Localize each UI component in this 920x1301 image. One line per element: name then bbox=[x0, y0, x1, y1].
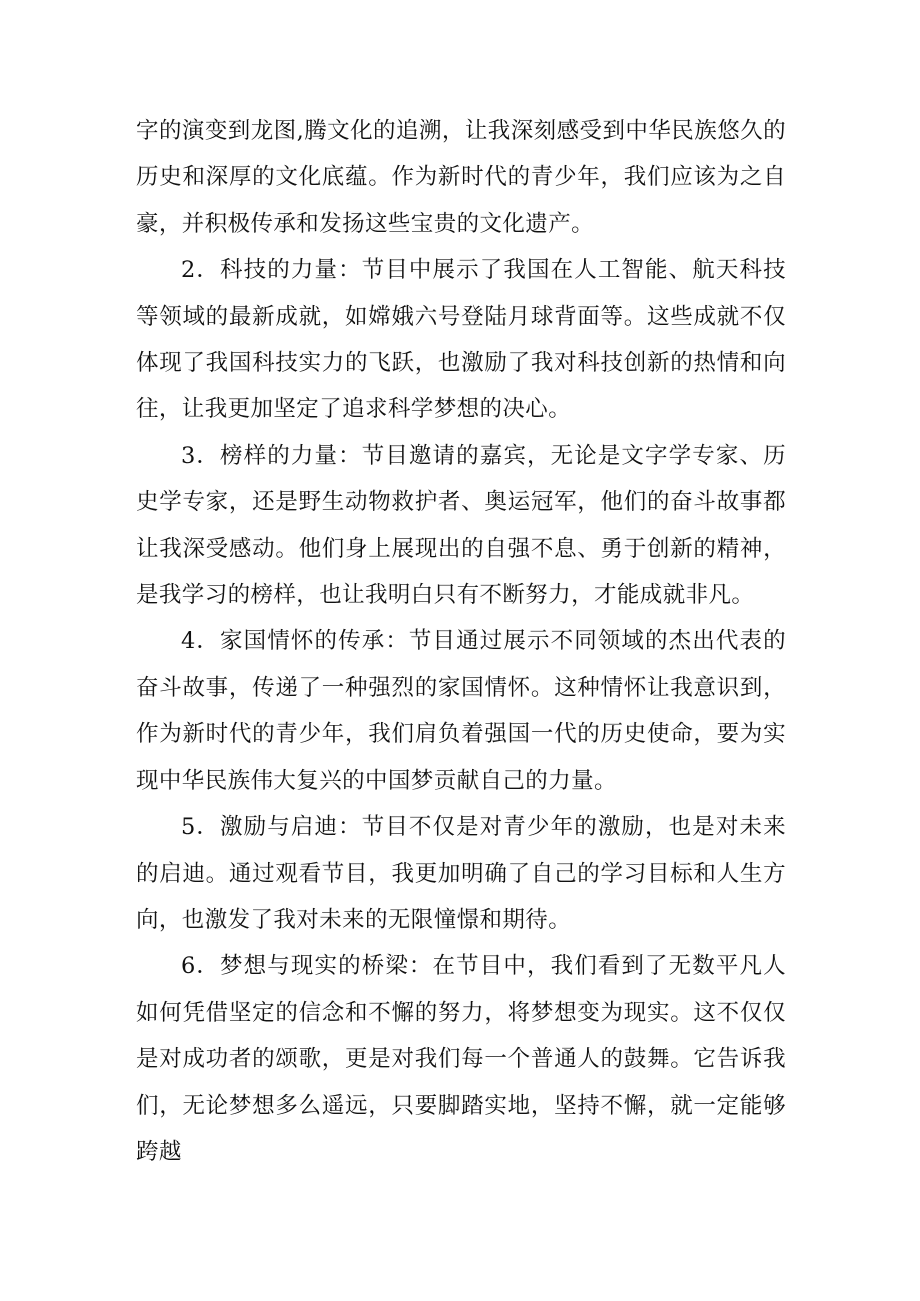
paragraph-inspiration: 5．激励与启迪：节目不仅是对青少年的激励，也是对未来的启迪。通过观看节目，我更加明确了自己的学习目标和人生方向，也激发了我对未来的无限憧憬和期待。 bbox=[136, 814, 786, 933]
paragraph-patriotism: 4．家国情怀的传承：节目通过展示不同领域的杰出代表的奋斗故事，传递了一种强烈的家国情怀。这种情怀让我意识到，作为新时代的青少年，我们肩负着强国一代的历史使命，要为实现中华民族伟大复兴的中国梦贡献自己的力量。 bbox=[136, 628, 786, 794]
paragraph-continuation: 字的演变到龙图,腾文化的追溯，让我深刻感受到中华民族悠久的历史和深厚的文化底蕴。作为新时代的青少年，我们应该为之自豪，并积极传承和发扬这些宝贵的文化遗产。 bbox=[136, 118, 786, 237]
paragraph-dreams: 6．梦想与现实的桥梁：在节目中，我们看到了无数平凡人如何凭借坚定的信念和不懈的努力，将梦想变为现实。这不仅仅是对成功者的颂歌，更是对我们每一个普通人的鼓舞。它告诉我们，无论梦想多么遥远，只要脚踏实地，坚持不懈，就一定能够跨越 bbox=[136, 953, 786, 1165]
paragraph-role-models: 3．榜样的力量：节目邀请的嘉宾，无论是文字学专家、历史学专家，还是野生动物救护者、奥运冠军，他们的奋斗故事都让我深受感动。他们身上展现出的自强不息、勇于创新的精神，是我学习的榜样，也让我明白只有不断努力，才能成就非凡。 bbox=[136, 442, 786, 609]
document-body bbox=[136, 108, 786, 1175]
paragraph-technology: 2．科技的力量：节目中展示了我国在人工智能、航天科技等领域的最新成就，如嫦娥六号登陆月球背面等。这些成就不仅体现了我国科技实力的飞跃，也激励了我对科技创新的热情和向往，让我更加坚定了追求科学梦想的决心。 bbox=[136, 257, 786, 423]
